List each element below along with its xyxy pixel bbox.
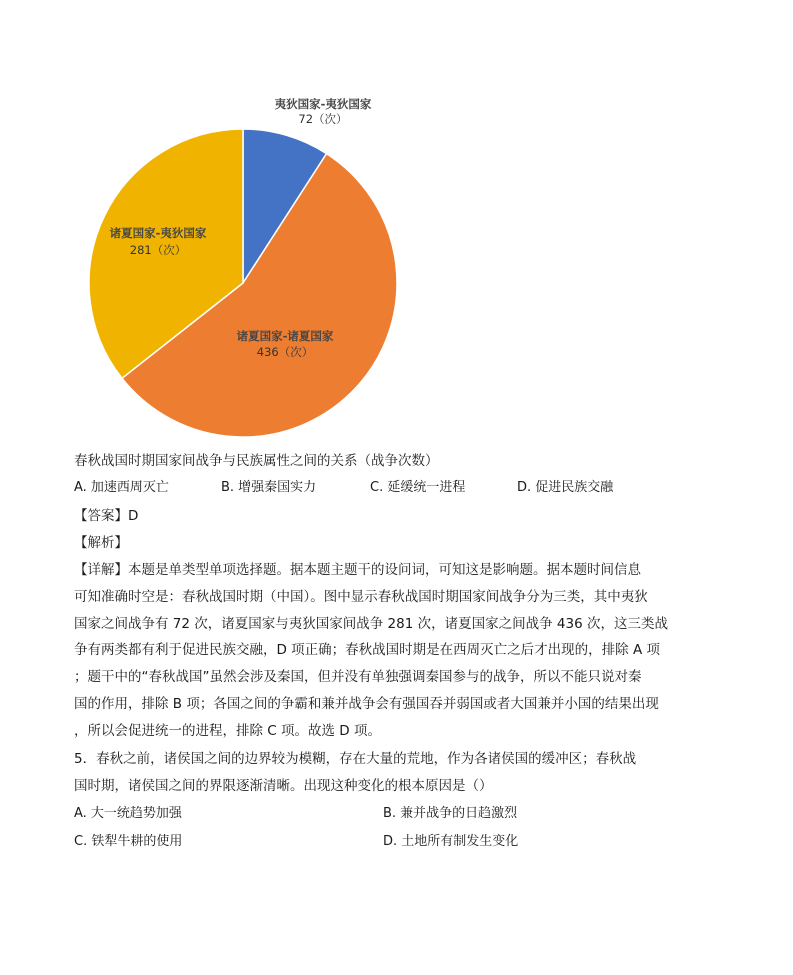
q4-answer: 【答案】D bbox=[74, 508, 139, 524]
q4-detail-text-1: 本题是单类型单项选择题。据本题主题干的设问词，可知这是影响题。据本题时间信息 bbox=[128, 562, 641, 578]
slice-value-zhuxia-zhuxia: 436（次） bbox=[256, 345, 314, 359]
pie-slices bbox=[89, 129, 397, 437]
slice-value-yidi-yidi: 72（次） bbox=[298, 112, 348, 126]
q4-option-c: C. 延缓统一进程 bbox=[370, 480, 466, 495]
slice-label-zhuxia-yidi: 诸夏国家-夷狄国家 bbox=[109, 226, 207, 240]
q5-option-d: D. 土地所有制发生变化 bbox=[383, 834, 519, 849]
q4-detail-line-7: ，所以会促进统一的进程，排除 C 项。故选 D 项。 bbox=[74, 723, 381, 739]
q4-analysis-title: 【解析】 bbox=[74, 535, 128, 551]
slice-label-zhuxia-zhuxia: 诸夏国家-诸夏国家 bbox=[236, 329, 334, 343]
q5-option-c: C. 铁犁牛耕的使用 bbox=[74, 834, 183, 849]
q4-detail-line-4: 争有两类都有利于促进民族交融，D 项正确；春秋战国时期是在西周灭亡之后才出现的，排除 A 项 bbox=[74, 642, 661, 658]
q4-detail-line-6: 国的作用，排除 B 项；各国之间的争霸和兼并战争会有强国吞并弱国或者大国兼并小国的结果出现 bbox=[74, 696, 659, 712]
slice-value-zhuxia-yidi: 281（次） bbox=[129, 243, 187, 257]
q4-detail-label: 【详解】 bbox=[74, 562, 128, 578]
q4-detail-line-5: ；题干中的“春秋战国”虽然会涉及秦国，但并没有单独强调秦国参与的战争，所以不能只说对秦 bbox=[74, 669, 642, 685]
q4-detail-line-2: 可知准确时空是：春秋战国时期（中国）。图中显示春秋战国时期国家间战争分为三类，其中夷狄 bbox=[74, 589, 648, 605]
q4-option-a: A. 加速西周灭亡 bbox=[74, 480, 169, 495]
q5-option-b: B. 兼并战争的日趋激烈 bbox=[383, 806, 518, 821]
label-yidi-yidi bbox=[275, 97, 372, 126]
q4-option-b: B. 增强秦国实力 bbox=[221, 480, 317, 495]
slice-label-yidi-yidi: 夷狄国家-夷狄国家 bbox=[274, 97, 372, 111]
q4-detail-line-3: 国家之间战争有 72 次，诸夏国家与夷狄国家间战争 281 次，诸夏国家之间战争 436 次，这三类战 bbox=[74, 616, 668, 632]
pie-chart bbox=[0, 0, 793, 450]
q5-stem-line-1: 5．春秋之前，诸侯国之间的边界较为模糊，存在大量的荒地，作为各诸侯国的缓冲区；春秋战 bbox=[74, 751, 637, 767]
chart-caption: 春秋战国时期国家间战争与民族属性之间的关系（战争次数） bbox=[74, 453, 439, 469]
q4-option-d: D. 促进民族交融 bbox=[517, 480, 614, 495]
q5-stem-line-2: 国时期，诸侯国之间的界限逐渐清晰。出现这种变化的根本原因是（） bbox=[74, 778, 493, 794]
q4-detail-line-1 bbox=[74, 560, 641, 580]
q5-option-a: A. 大一统趋势加强 bbox=[74, 806, 182, 821]
